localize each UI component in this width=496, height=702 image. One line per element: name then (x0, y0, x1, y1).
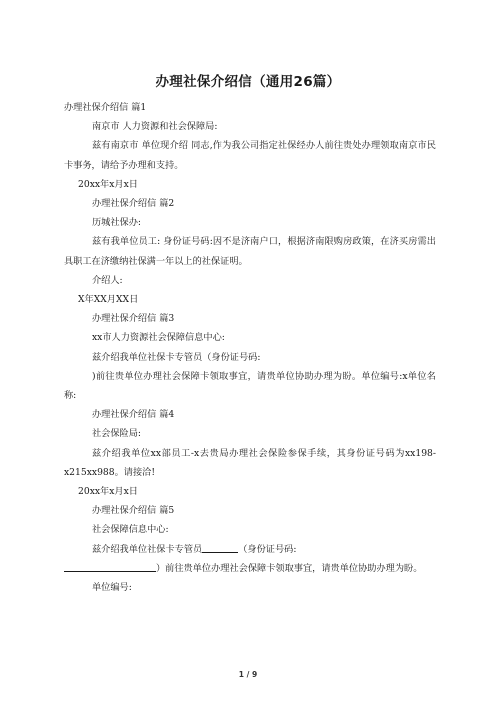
section-heading-2: 办理社保介绍信 篇2 (92, 198, 175, 210)
body-paragraph (64, 540, 436, 559)
blank-underline (202, 542, 238, 553)
document-body (64, 98, 436, 597)
document-title: 办理社保介绍信（通用26篇） (155, 74, 341, 90)
body-paragraph: )前往贵单位办理社会保障卡领取事宜，请贵单位协助办理为盼。单位编号:x单位名称: (64, 370, 436, 402)
recipient-line: 社会保障信息中心: (92, 524, 169, 536)
body-text: ）前往贵单位办理社会保障卡领取事宜，请贵单位协助办理为盼。 (156, 562, 423, 574)
unit-number-line: 单位编号: (92, 582, 132, 594)
date-line: 20xx年x月x日 (78, 486, 138, 498)
body-paragraph: 兹有我单位员工: 身份证号码:因不是济南户口，根据济南限购房政策，在济买房需出具职工在济缴纳社保满一年以上的社保证明。 (64, 236, 436, 267)
page-indicator: 1 / 9 (238, 670, 258, 679)
blank-underline (64, 561, 156, 572)
body-paragraph: 兹介绍我单位xx部员工-x去贵局办理社会保险参保手续，其身份证号码为xx198-x215xx988。请接洽! (64, 447, 436, 478)
section-heading-5: 办理社保介绍信 篇5 (92, 505, 175, 517)
body-paragraph: 兹有南京市 单位现介绍 同志,作为我公司指定社保经办人前往贵处办理领取南京市民卡事务，请给予办理和支持。 (64, 140, 436, 171)
section-heading-3: 办理社保介绍信 篇3 (92, 313, 175, 325)
body-paragraph: 兹介绍我单位社保卡专管员（身份证号码: (92, 351, 261, 363)
section-heading-1: 办理社保介绍信 篇1 (64, 102, 147, 113)
recipient-line: 历城社保办: (92, 217, 142, 229)
recipient-line: 社会保险局: (92, 428, 142, 440)
date-line: 20xx年x月x日 (78, 178, 138, 190)
body-text: （身份证号码: (238, 543, 297, 555)
recipient-line: xx市人力资源社会保障信息中心: (92, 332, 225, 344)
introducer-line: 介绍人: (92, 274, 123, 286)
section-heading-4: 办理社保介绍信 篇4 (92, 409, 175, 421)
body-text: 兹介绍我单位社保卡专管员 (92, 543, 203, 555)
body-paragraph (64, 559, 436, 578)
recipient-line: 南京市 人力资源和社会保障局: (92, 121, 218, 133)
date-line: X年XX月XX日 (78, 294, 139, 306)
